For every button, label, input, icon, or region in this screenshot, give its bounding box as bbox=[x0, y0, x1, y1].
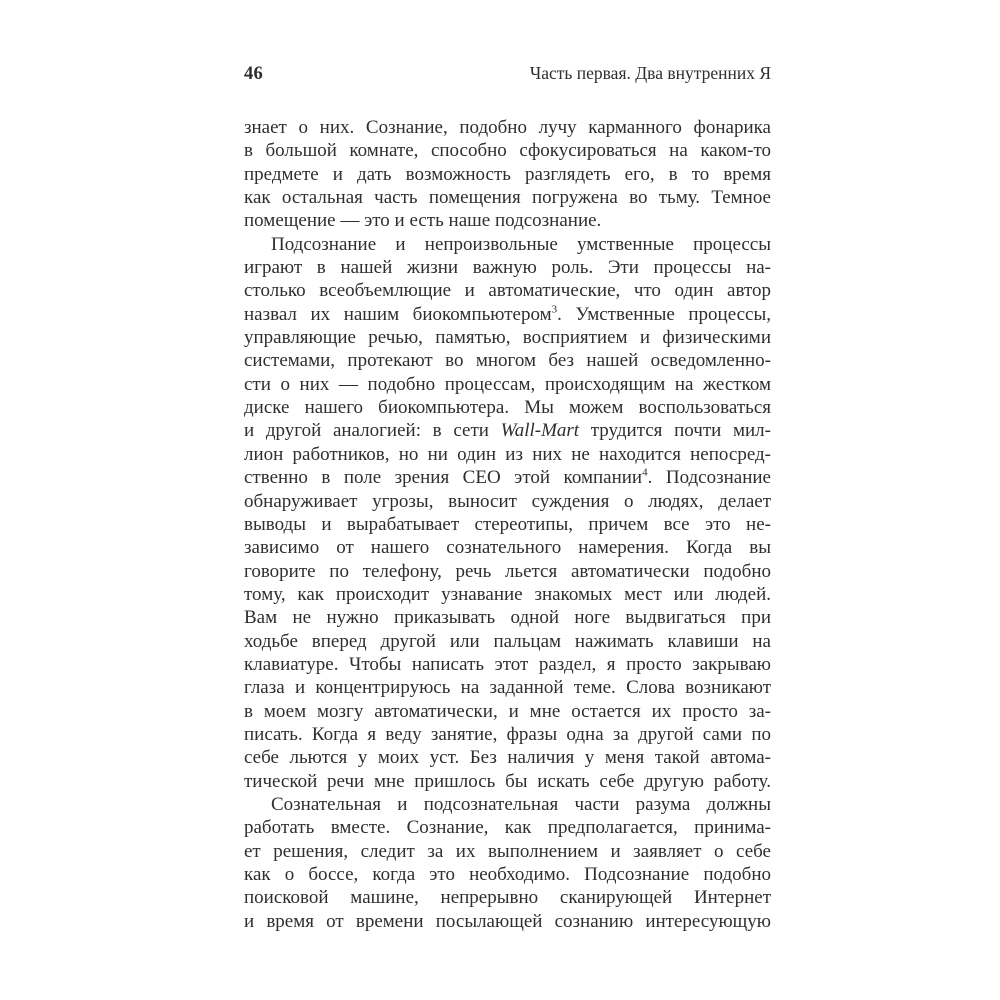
text-line: помещение — это и есть наше подсознание. bbox=[244, 210, 602, 232]
text-line: Сознательная и подсознательная части разума должны bbox=[271, 793, 771, 815]
text-line: писать. Когда я веду занятие, фразы одна за другой сами по bbox=[244, 723, 771, 745]
text-line: поисковой машине, непрерывно сканирующей Интернет bbox=[244, 887, 771, 909]
text-line: ходьбе вперед другой или пальцам нажимать клавиши на bbox=[244, 630, 771, 652]
text-line: тому, как происходит узнавание знакомых мест или людей. bbox=[244, 583, 771, 605]
text-line: работать вместе. Сознание, как предполагается, принима- bbox=[244, 817, 771, 839]
text-line: столько всеобъемлющие и автоматические, что один автор bbox=[244, 280, 771, 302]
text-line: назвал их нашим биокомпьютером$^3$. Умственные процессы, bbox=[244, 303, 771, 325]
text-line: сти о них — подобно процессам, происходящим на жестком bbox=[244, 373, 771, 395]
text-line: знает о них. Сознание, подобно лучу карманного фонарика bbox=[244, 117, 771, 138]
text-line: Подсознание и непроизвольные умственные процессы bbox=[271, 233, 771, 255]
text-line: управляющие речью, памятью, восприятием и физическими bbox=[244, 327, 771, 349]
text-line: и время от времени посылающей сознанию интересующую bbox=[244, 910, 771, 932]
text-line: себе льются у моих уст. Без наличия у меня такой автома- bbox=[244, 747, 771, 769]
page-header bbox=[244, 63, 771, 85]
running-head: Часть первая. Два внутренних Я bbox=[529, 63, 771, 83]
text-line: играют в нашей жизни важную роль. Эти процессы на- bbox=[244, 257, 771, 279]
text-line: обнаруживает угрозы, выносит суждения о людях, делает bbox=[244, 490, 771, 512]
text-line: системами, протекают во многом без нашей осведомленно- bbox=[244, 350, 771, 372]
text-line: в моем мозгу автоматически, и мне остается их просто за- bbox=[244, 700, 771, 722]
text-line: Вам не нужно приказывать одной ноге выдвигаться при bbox=[244, 607, 771, 629]
text-line: выводы и вырабатывает стереотипы, причем все это не- bbox=[244, 513, 771, 535]
page-number: 46 bbox=[244, 64, 263, 84]
text-line: лион работников, но ни один из них не находится непосред- bbox=[244, 443, 771, 465]
text-line: говорите по телефону, речь льется автоматически подобно bbox=[244, 560, 771, 582]
paragraph bbox=[244, 116, 771, 233]
text-line: клавиатуре. Чтобы написать этот раздел, я просто закрываю bbox=[244, 653, 771, 675]
text-line: предмете и дать возможность разглядеть его, в то время bbox=[244, 163, 771, 185]
paragraph bbox=[244, 233, 771, 793]
text-line: как остальная часть помещения погружена во тьму. Темное bbox=[244, 187, 771, 209]
text-line: диске нашего биокомпьютера. Мы можем воспользоваться bbox=[244, 397, 771, 419]
text-line: ет решения, следит за их выполнением и заявляет о себе bbox=[244, 840, 771, 862]
text-line: в большой комнате, способно сфокусироваться на каком-то bbox=[244, 140, 771, 162]
paragraph bbox=[244, 793, 771, 933]
text-line: ственно в поле зрения CEO этой компании$^4$. Подсознание bbox=[244, 466, 771, 489]
text-line: и другой аналогией: в сети Wall-Mart трудится почти мил- bbox=[244, 420, 771, 442]
text-line: тической речи мне пришлось бы искать себе другую работу. bbox=[244, 770, 771, 792]
text-line: как о боссе, когда это необходимо. Подсознание подобно bbox=[244, 864, 771, 885]
text-line: глаза и концентрируюсь на заданной теме. Слова возникают bbox=[244, 677, 771, 699]
text-block bbox=[244, 116, 771, 933]
text-line: зависимо от нашего сознательного намерения. Когда вы bbox=[244, 537, 771, 559]
